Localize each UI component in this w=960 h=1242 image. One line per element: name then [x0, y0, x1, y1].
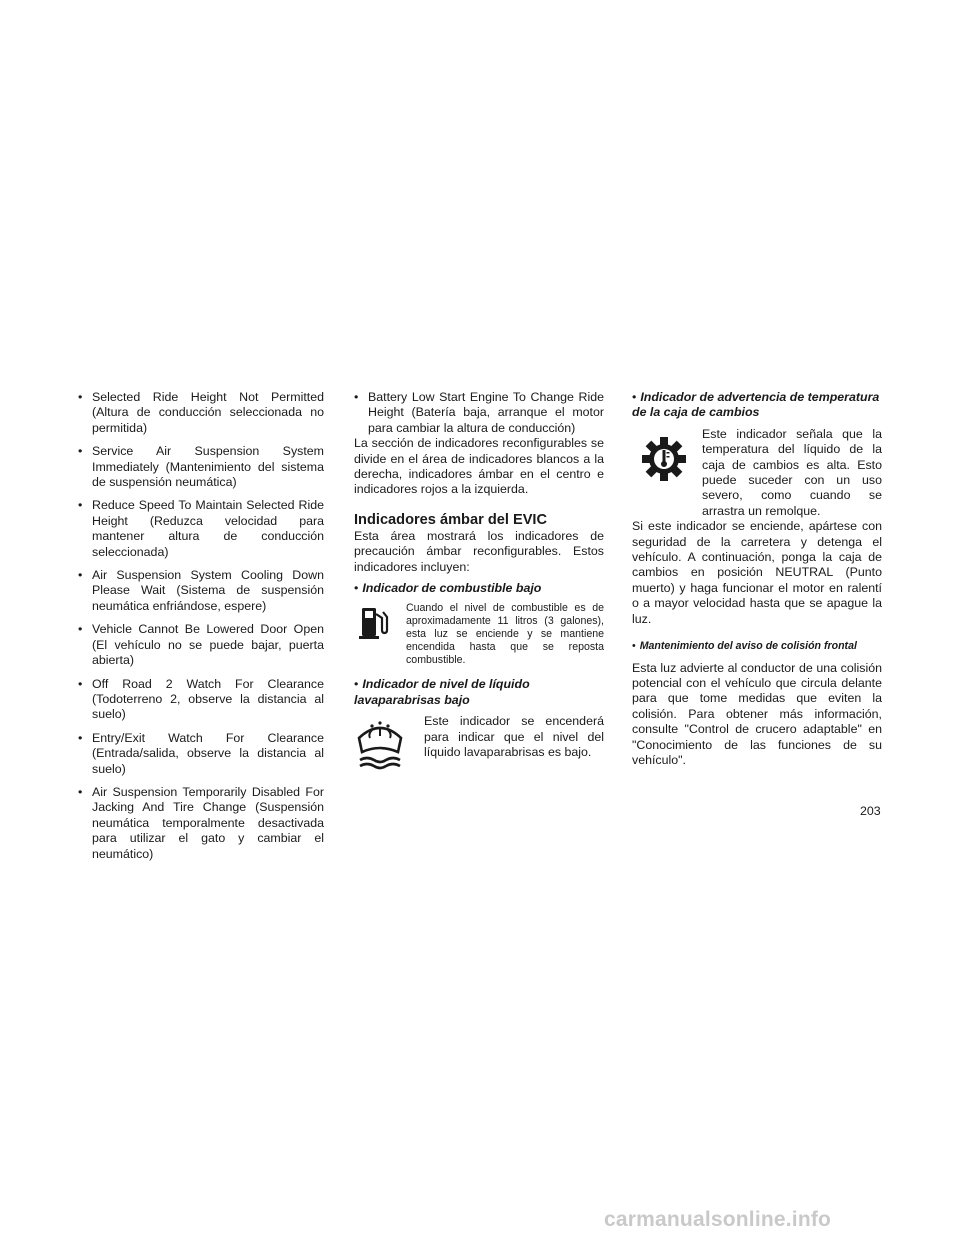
section-intro: Esta área mostrará los indicadores de precaución ámbar reconfigurables. Estos indicadores incluyen: [354, 528, 604, 574]
bullet-glyph: • [78, 784, 83, 799]
bullet-glyph: • [78, 676, 83, 691]
bullet-glyph: • [78, 390, 83, 404]
collision-text: Esta luz advierte al conductor de una colisión potencial con el vehículo que circula delante para que tome medidas que eviten la colisión. Para obtener más información, consulte "Control de crucero adaptable" en "Conocimiento de las funciones de su vehículo". [632, 660, 882, 767]
list-item: • Air Suspension System Cooling Down Please Wait (Sistema de suspensión neumática enfriándose, espere) [78, 568, 324, 613]
list-item: • Battery Low Start Engine To Change Ride Height (Batería baja, arranque el motor para cambiar la altura de conducción) [354, 390, 604, 435]
list-item: • Air Suspension Temporarily Disabled For Jacking And Tire Change (Suspensión neumática temporalmente desactivada para utilizar el gato y cambiar el neumático) [78, 784, 324, 861]
washer-fluid-icon [354, 714, 406, 772]
fuel-indicator-title: • Indicador de combustible bajo [354, 581, 542, 596]
bullet-glyph: • [78, 622, 83, 637]
trans-temp-side-text: Este indicador señala que la temperatura del líquido de la caja de cambios es alta. Esto puede suceder con un uso severo, como cuando se arrastra un remolque. [702, 426, 882, 518]
page-number: 203 [860, 804, 881, 818]
bullet-glyph: • [78, 498, 83, 513]
bullet-glyph: • [354, 390, 359, 404]
bullet-glyph: • [78, 444, 83, 459]
bullet-glyph: • [78, 730, 83, 745]
list-item: • Entry/Exit Watch For Clearance (Entrada/salida, observe la distancia al suelo) [78, 730, 324, 776]
transmission-temperature-icon [638, 433, 690, 485]
right-column [632, 390, 882, 774]
reconfigurable-intro: La sección de indicadores reconfigurables se divide en el área de indicadores blancos a la derecha, indicadores ámbar en el centro e indicadores rojos a la izquierda. [354, 436, 604, 497]
left-column [78, 390, 324, 870]
washer-indicator-title: • Indicador de nivel de líquido lavaparabrisas bajo [354, 677, 530, 707]
bullet-glyph: • [78, 568, 83, 583]
list-item: • Selected Ride Height Not Permitted (Altura de conducción seleccionada no permitida) [78, 390, 324, 435]
fuel-indicator-text: Cuando el nivel de combustible es de aproximadamente 11 litros (3 galones), esta luz se enciende y se mantiene encendida hasta que se reposta combustible. [406, 602, 604, 667]
list-item: • Off Road 2 Watch For Clearance (Todoterreno 2, observe la distancia al suelo) [78, 676, 324, 722]
list-item: • Vehicle Cannot Be Lowered Door Open (El vehículo no se puede bajar, puerta abierta) [78, 622, 324, 668]
middle-column [354, 390, 604, 776]
section-heading: Indicadores ámbar del EVIC [354, 511, 548, 528]
trans-temp-text: Si este indicador se enciende, apártese con seguridad de la carretera y detenga el vehículo. A continuación, ponga la caja de cambios en posición NEUTRAL (Punto muerto) y haga funcionar el motor en ralentí o a mayor velocidad hasta que se apague la luz. [632, 519, 882, 626]
washer-indicator-block [354, 714, 604, 772]
list-item: • Reduce Speed To Maintain Selected Ride Height (Reduzca velocidad para mantener altura de conducción seleccionada) [78, 498, 324, 559]
trans-temp-title: • Indicador de advertencia de temperatura de la caja de cambios [632, 390, 880, 420]
trans-temp-block [632, 427, 882, 519]
washer-indicator-text: Este indicador se encenderá para indicar que el nivel del líquido lavaparabrisas es bajo. [424, 714, 604, 760]
watermark: carmanualsonline.info [604, 1208, 832, 1231]
fuel-pump-icon [354, 602, 398, 646]
list-item: • Service Air Suspension System Immediately (Mantenimiento del sistema de suspensión neumática) [78, 444, 324, 490]
collision-title: • Mantenimiento del aviso de colisión frontal [632, 640, 857, 653]
fuel-indicator-block [354, 602, 604, 667]
